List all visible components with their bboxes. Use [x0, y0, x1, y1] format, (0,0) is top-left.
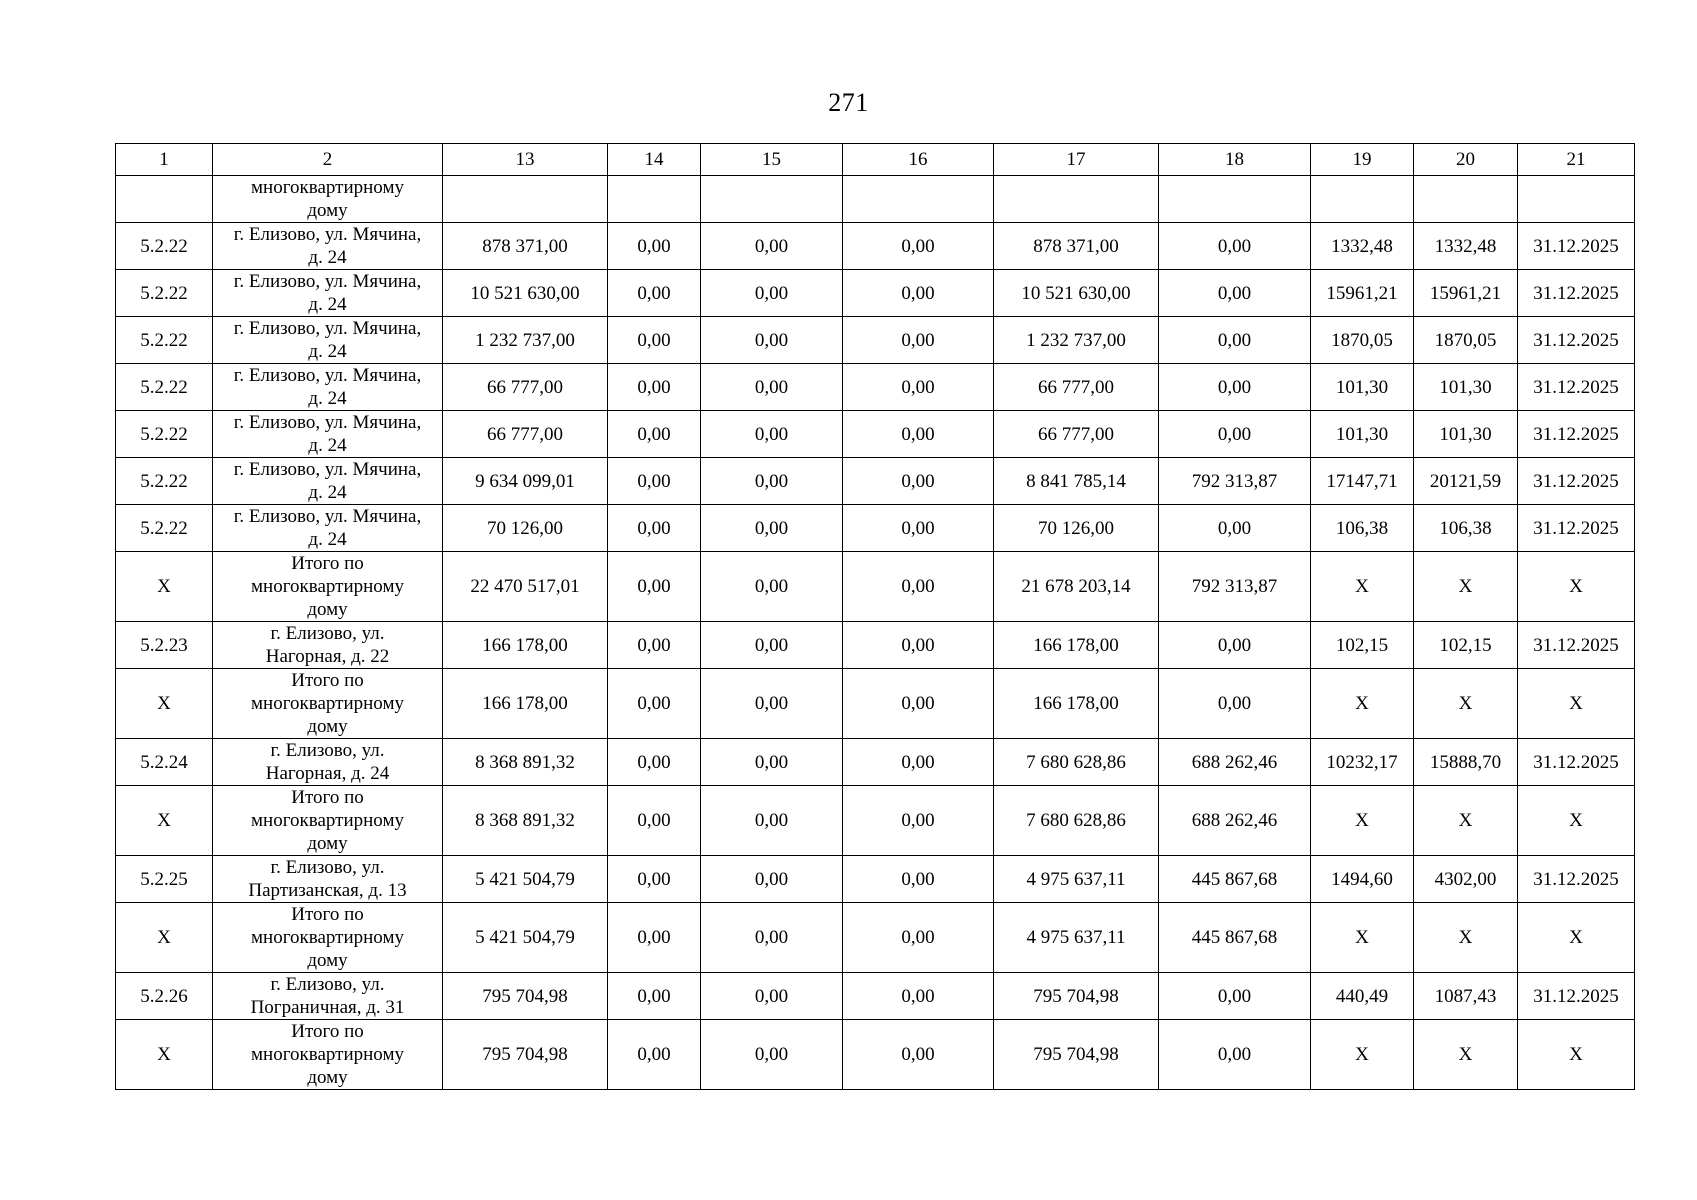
cell-col-20: 15961,21	[1414, 270, 1518, 317]
cell-col-19: 102,15	[1311, 622, 1414, 669]
cell-col-16: 0,00	[843, 458, 994, 505]
cell-col-15: 0,00	[701, 622, 843, 669]
cell-col-1: X	[116, 903, 213, 973]
cell-col-20: 1087,43	[1414, 973, 1518, 1020]
cell-col-14: 0,00	[608, 786, 701, 856]
cell-col-17	[994, 176, 1159, 223]
cell-col-18: 792 313,87	[1159, 458, 1311, 505]
address-cell: Итого по многоквартирному дому	[213, 903, 443, 973]
cell-col-19: 15961,21	[1311, 270, 1414, 317]
cell-col-15: 0,00	[701, 223, 843, 270]
cell-col-20: X	[1414, 1020, 1518, 1090]
table-row	[116, 505, 1635, 552]
cell-col-18: 688 262,46	[1159, 739, 1311, 786]
cell-col-18: 688 262,46	[1159, 786, 1311, 856]
cell-col-16: 0,00	[843, 973, 994, 1020]
cell-col-18: 0,00	[1159, 317, 1311, 364]
cell-col-13: 10 521 630,00	[443, 270, 608, 317]
total-row	[116, 669, 1635, 739]
cell-col-18: 0,00	[1159, 270, 1311, 317]
address-cell: г. Елизово, ул. Мячина, д. 24	[213, 364, 443, 411]
cell-col-20: X	[1414, 669, 1518, 739]
cell-col-15: 0,00	[701, 270, 843, 317]
cell-col-15: 0,00	[701, 411, 843, 458]
cell-col-14: 0,00	[608, 739, 701, 786]
cell-col-16: 0,00	[843, 1020, 994, 1090]
cell-col-17: 66 777,00	[994, 411, 1159, 458]
cell-col-17: 70 126,00	[994, 505, 1159, 552]
cell-col-14: 0,00	[608, 458, 701, 505]
column-header-20: 20	[1414, 144, 1518, 176]
cell-col-20: 106,38	[1414, 505, 1518, 552]
cell-col-13: 1 232 737,00	[443, 317, 608, 364]
cell-col-16: 0,00	[843, 786, 994, 856]
cell-col-1: 5.2.22	[116, 411, 213, 458]
cell-col-13: 8 368 891,32	[443, 739, 608, 786]
cell-col-15: 0,00	[701, 1020, 843, 1090]
address-cell: Итого по многоквартирному дому	[213, 786, 443, 856]
cell-col-15: 0,00	[701, 458, 843, 505]
cell-col-17: 8 841 785,14	[994, 458, 1159, 505]
column-header-1: 1	[116, 144, 213, 176]
cell-col-13: 795 704,98	[443, 973, 608, 1020]
cell-col-14: 0,00	[608, 364, 701, 411]
cell-col-21: X	[1518, 1020, 1635, 1090]
column-header-18: 18	[1159, 144, 1311, 176]
table-row	[116, 411, 1635, 458]
cell-col-15	[701, 176, 843, 223]
address-cell: г. Елизово, ул. Мячина, д. 24	[213, 411, 443, 458]
cell-col-13: 9 634 099,01	[443, 458, 608, 505]
cell-col-14: 0,00	[608, 903, 701, 973]
column-header-17: 17	[994, 144, 1159, 176]
cell-col-16: 0,00	[843, 505, 994, 552]
address-cell: Итого по многоквартирному дому	[213, 669, 443, 739]
column-header-13: 13	[443, 144, 608, 176]
cell-col-13: 5 421 504,79	[443, 903, 608, 973]
cell-col-16	[843, 176, 994, 223]
cell-col-18: 0,00	[1159, 669, 1311, 739]
cell-col-14: 0,00	[608, 552, 701, 622]
table-row	[116, 739, 1635, 786]
cell-col-21: 31.12.2025	[1518, 973, 1635, 1020]
address-cell: г. Елизово, ул. Мячина, д. 24	[213, 458, 443, 505]
cell-col-20	[1414, 176, 1518, 223]
cell-col-21: 31.12.2025	[1518, 622, 1635, 669]
table-row	[116, 364, 1635, 411]
cell-col-18: 0,00	[1159, 973, 1311, 1020]
table-body	[116, 176, 1635, 1090]
cell-col-14: 0,00	[608, 270, 701, 317]
cell-col-13: 66 777,00	[443, 411, 608, 458]
cell-col-1: 5.2.23	[116, 622, 213, 669]
cell-col-1: 5.2.25	[116, 856, 213, 903]
table-header-row	[116, 144, 1635, 176]
cell-col-1: X	[116, 786, 213, 856]
cell-col-13: 5 421 504,79	[443, 856, 608, 903]
cell-col-21: 31.12.2025	[1518, 223, 1635, 270]
cell-col-17: 7 680 628,86	[994, 786, 1159, 856]
cell-col-16: 0,00	[843, 669, 994, 739]
cell-col-21: 31.12.2025	[1518, 411, 1635, 458]
cell-col-17: 166 178,00	[994, 669, 1159, 739]
address-cell: г. Елизово, ул. Нагорная, д. 24	[213, 739, 443, 786]
cell-col-20: 101,30	[1414, 364, 1518, 411]
address-cell: г. Елизово, ул. Партизанская, д. 13	[213, 856, 443, 903]
cell-col-1: 5.2.22	[116, 317, 213, 364]
cell-col-21: 31.12.2025	[1518, 270, 1635, 317]
cell-col-15: 0,00	[701, 364, 843, 411]
cell-col-1: 5.2.22	[116, 458, 213, 505]
cell-col-14: 0,00	[608, 1020, 701, 1090]
cell-col-18: 0,00	[1159, 1020, 1311, 1090]
cell-col-1: X	[116, 1020, 213, 1090]
cell-col-21: X	[1518, 786, 1635, 856]
cell-col-13: 166 178,00	[443, 669, 608, 739]
cell-col-1: 5.2.24	[116, 739, 213, 786]
cell-col-14: 0,00	[608, 856, 701, 903]
column-header-16: 16	[843, 144, 994, 176]
cell-col-14	[608, 176, 701, 223]
cell-col-13	[443, 176, 608, 223]
cell-col-21: 31.12.2025	[1518, 856, 1635, 903]
cell-col-19: X	[1311, 1020, 1414, 1090]
cell-col-18: 445 867,68	[1159, 856, 1311, 903]
cell-col-19: X	[1311, 669, 1414, 739]
cell-col-17: 10 521 630,00	[994, 270, 1159, 317]
cell-col-19: 101,30	[1311, 411, 1414, 458]
cell-col-20: X	[1414, 552, 1518, 622]
cell-col-21: X	[1518, 669, 1635, 739]
cell-col-16: 0,00	[843, 552, 994, 622]
cell-col-18: 0,00	[1159, 505, 1311, 552]
page-number: 271	[828, 88, 869, 117]
address-cell: г. Елизово, ул. Мячина, д. 24	[213, 317, 443, 364]
cell-col-21: X	[1518, 552, 1635, 622]
cell-col-20: X	[1414, 903, 1518, 973]
cell-col-13: 795 704,98	[443, 1020, 608, 1090]
cell-col-1: X	[116, 552, 213, 622]
cell-col-19	[1311, 176, 1414, 223]
cell-col-19: 440,49	[1311, 973, 1414, 1020]
cell-col-15: 0,00	[701, 505, 843, 552]
cell-col-20: 101,30	[1414, 411, 1518, 458]
cell-col-18: 445 867,68	[1159, 903, 1311, 973]
cell-col-17: 878 371,00	[994, 223, 1159, 270]
column-header-2: 2	[213, 144, 443, 176]
cell-col-15: 0,00	[701, 973, 843, 1020]
cell-col-16: 0,00	[843, 411, 994, 458]
cell-col-21: X	[1518, 903, 1635, 973]
cell-col-19: 101,30	[1311, 364, 1414, 411]
cell-col-21	[1518, 176, 1635, 223]
cell-col-13: 8 368 891,32	[443, 786, 608, 856]
cell-col-20: 20121,59	[1414, 458, 1518, 505]
cell-col-16: 0,00	[843, 622, 994, 669]
cell-col-16: 0,00	[843, 317, 994, 364]
cell-col-16: 0,00	[843, 364, 994, 411]
cell-col-20: 102,15	[1414, 622, 1518, 669]
cell-col-14: 0,00	[608, 505, 701, 552]
cell-col-21: 31.12.2025	[1518, 739, 1635, 786]
table-row	[116, 317, 1635, 364]
column-header-14: 14	[608, 144, 701, 176]
cell-col-19: X	[1311, 903, 1414, 973]
cell-col-15: 0,00	[701, 317, 843, 364]
cell-col-20: 15888,70	[1414, 739, 1518, 786]
cell-col-18	[1159, 176, 1311, 223]
address-cell: Итого по многоквартирному дому	[213, 552, 443, 622]
cell-col-13: 66 777,00	[443, 364, 608, 411]
cell-col-21: 31.12.2025	[1518, 458, 1635, 505]
cell-col-16: 0,00	[843, 739, 994, 786]
data-table	[115, 143, 1635, 1090]
cell-col-20: 1870,05	[1414, 317, 1518, 364]
address-cell: г. Елизово, ул. Мячина, д. 24	[213, 223, 443, 270]
cell-col-15: 0,00	[701, 786, 843, 856]
cell-col-16: 0,00	[843, 903, 994, 973]
cell-col-17: 166 178,00	[994, 622, 1159, 669]
total-row	[116, 1020, 1635, 1090]
cell-col-18: 0,00	[1159, 622, 1311, 669]
cell-col-16: 0,00	[843, 856, 994, 903]
address-cell: многоквартирному дому	[213, 176, 443, 223]
address-cell: г. Елизово, ул. Мячина, д. 24	[213, 505, 443, 552]
column-header-19: 19	[1311, 144, 1414, 176]
cell-col-19: 1494,60	[1311, 856, 1414, 903]
cell-col-17: 795 704,98	[994, 1020, 1159, 1090]
address-cell: Итого по многоквартирному дому	[213, 1020, 443, 1090]
cell-col-19: 1870,05	[1311, 317, 1414, 364]
cell-col-1: 5.2.22	[116, 223, 213, 270]
cell-col-20: 4302,00	[1414, 856, 1518, 903]
total-row	[116, 786, 1635, 856]
cell-col-19: 10232,17	[1311, 739, 1414, 786]
cell-col-14: 0,00	[608, 411, 701, 458]
address-cell: г. Елизово, ул. Пограничная, д. 31	[213, 973, 443, 1020]
cell-col-15: 0,00	[701, 856, 843, 903]
cell-col-1: 5.2.26	[116, 973, 213, 1020]
cell-col-18: 792 313,87	[1159, 552, 1311, 622]
cell-col-19: X	[1311, 786, 1414, 856]
cell-col-17: 4 975 637,11	[994, 903, 1159, 973]
address-cell: г. Елизово, ул. Нагорная, д. 22	[213, 622, 443, 669]
cell-col-18: 0,00	[1159, 411, 1311, 458]
cell-col-17: 21 678 203,14	[994, 552, 1159, 622]
cell-col-15: 0,00	[701, 552, 843, 622]
cell-col-17: 1 232 737,00	[994, 317, 1159, 364]
cell-col-17: 795 704,98	[994, 973, 1159, 1020]
address-cell: г. Елизово, ул. Мячина, д. 24	[213, 270, 443, 317]
cell-col-19: 1332,48	[1311, 223, 1414, 270]
cell-col-21: 31.12.2025	[1518, 505, 1635, 552]
column-header-21: 21	[1518, 144, 1635, 176]
cell-col-17: 66 777,00	[994, 364, 1159, 411]
cell-col-17: 7 680 628,86	[994, 739, 1159, 786]
cell-col-20: X	[1414, 786, 1518, 856]
cell-col-18: 0,00	[1159, 364, 1311, 411]
cell-col-1: 5.2.22	[116, 505, 213, 552]
cell-col-13: 878 371,00	[443, 223, 608, 270]
table-row	[116, 973, 1635, 1020]
cell-col-14: 0,00	[608, 973, 701, 1020]
cell-col-16: 0,00	[843, 270, 994, 317]
cell-col-13: 166 178,00	[443, 622, 608, 669]
table-row	[116, 270, 1635, 317]
cell-col-18: 0,00	[1159, 223, 1311, 270]
cell-col-19: X	[1311, 552, 1414, 622]
total-row	[116, 903, 1635, 973]
cell-col-1: 5.2.22	[116, 364, 213, 411]
column-header-15: 15	[701, 144, 843, 176]
cell-col-16: 0,00	[843, 223, 994, 270]
cell-col-19: 17147,71	[1311, 458, 1414, 505]
table-row	[116, 622, 1635, 669]
cell-col-1	[116, 176, 213, 223]
cell-col-20: 1332,48	[1414, 223, 1518, 270]
cell-col-15: 0,00	[701, 903, 843, 973]
table-row	[116, 458, 1635, 505]
cell-col-15: 0,00	[701, 669, 843, 739]
cell-col-14: 0,00	[608, 223, 701, 270]
cell-col-13: 70 126,00	[443, 505, 608, 552]
cell-col-14: 0,00	[608, 669, 701, 739]
cell-col-1: 5.2.22	[116, 270, 213, 317]
cell-col-14: 0,00	[608, 622, 701, 669]
cell-col-19: 106,38	[1311, 505, 1414, 552]
cell-col-17: 4 975 637,11	[994, 856, 1159, 903]
cell-col-15: 0,00	[701, 739, 843, 786]
total-row	[116, 552, 1635, 622]
cell-col-13: 22 470 517,01	[443, 552, 608, 622]
table-row	[116, 223, 1635, 270]
cell-col-14: 0,00	[608, 317, 701, 364]
table-row	[116, 856, 1635, 903]
cell-col-1: X	[116, 669, 213, 739]
cell-col-21: 31.12.2025	[1518, 364, 1635, 411]
table-row	[116, 176, 1635, 223]
cell-col-21: 31.12.2025	[1518, 317, 1635, 364]
